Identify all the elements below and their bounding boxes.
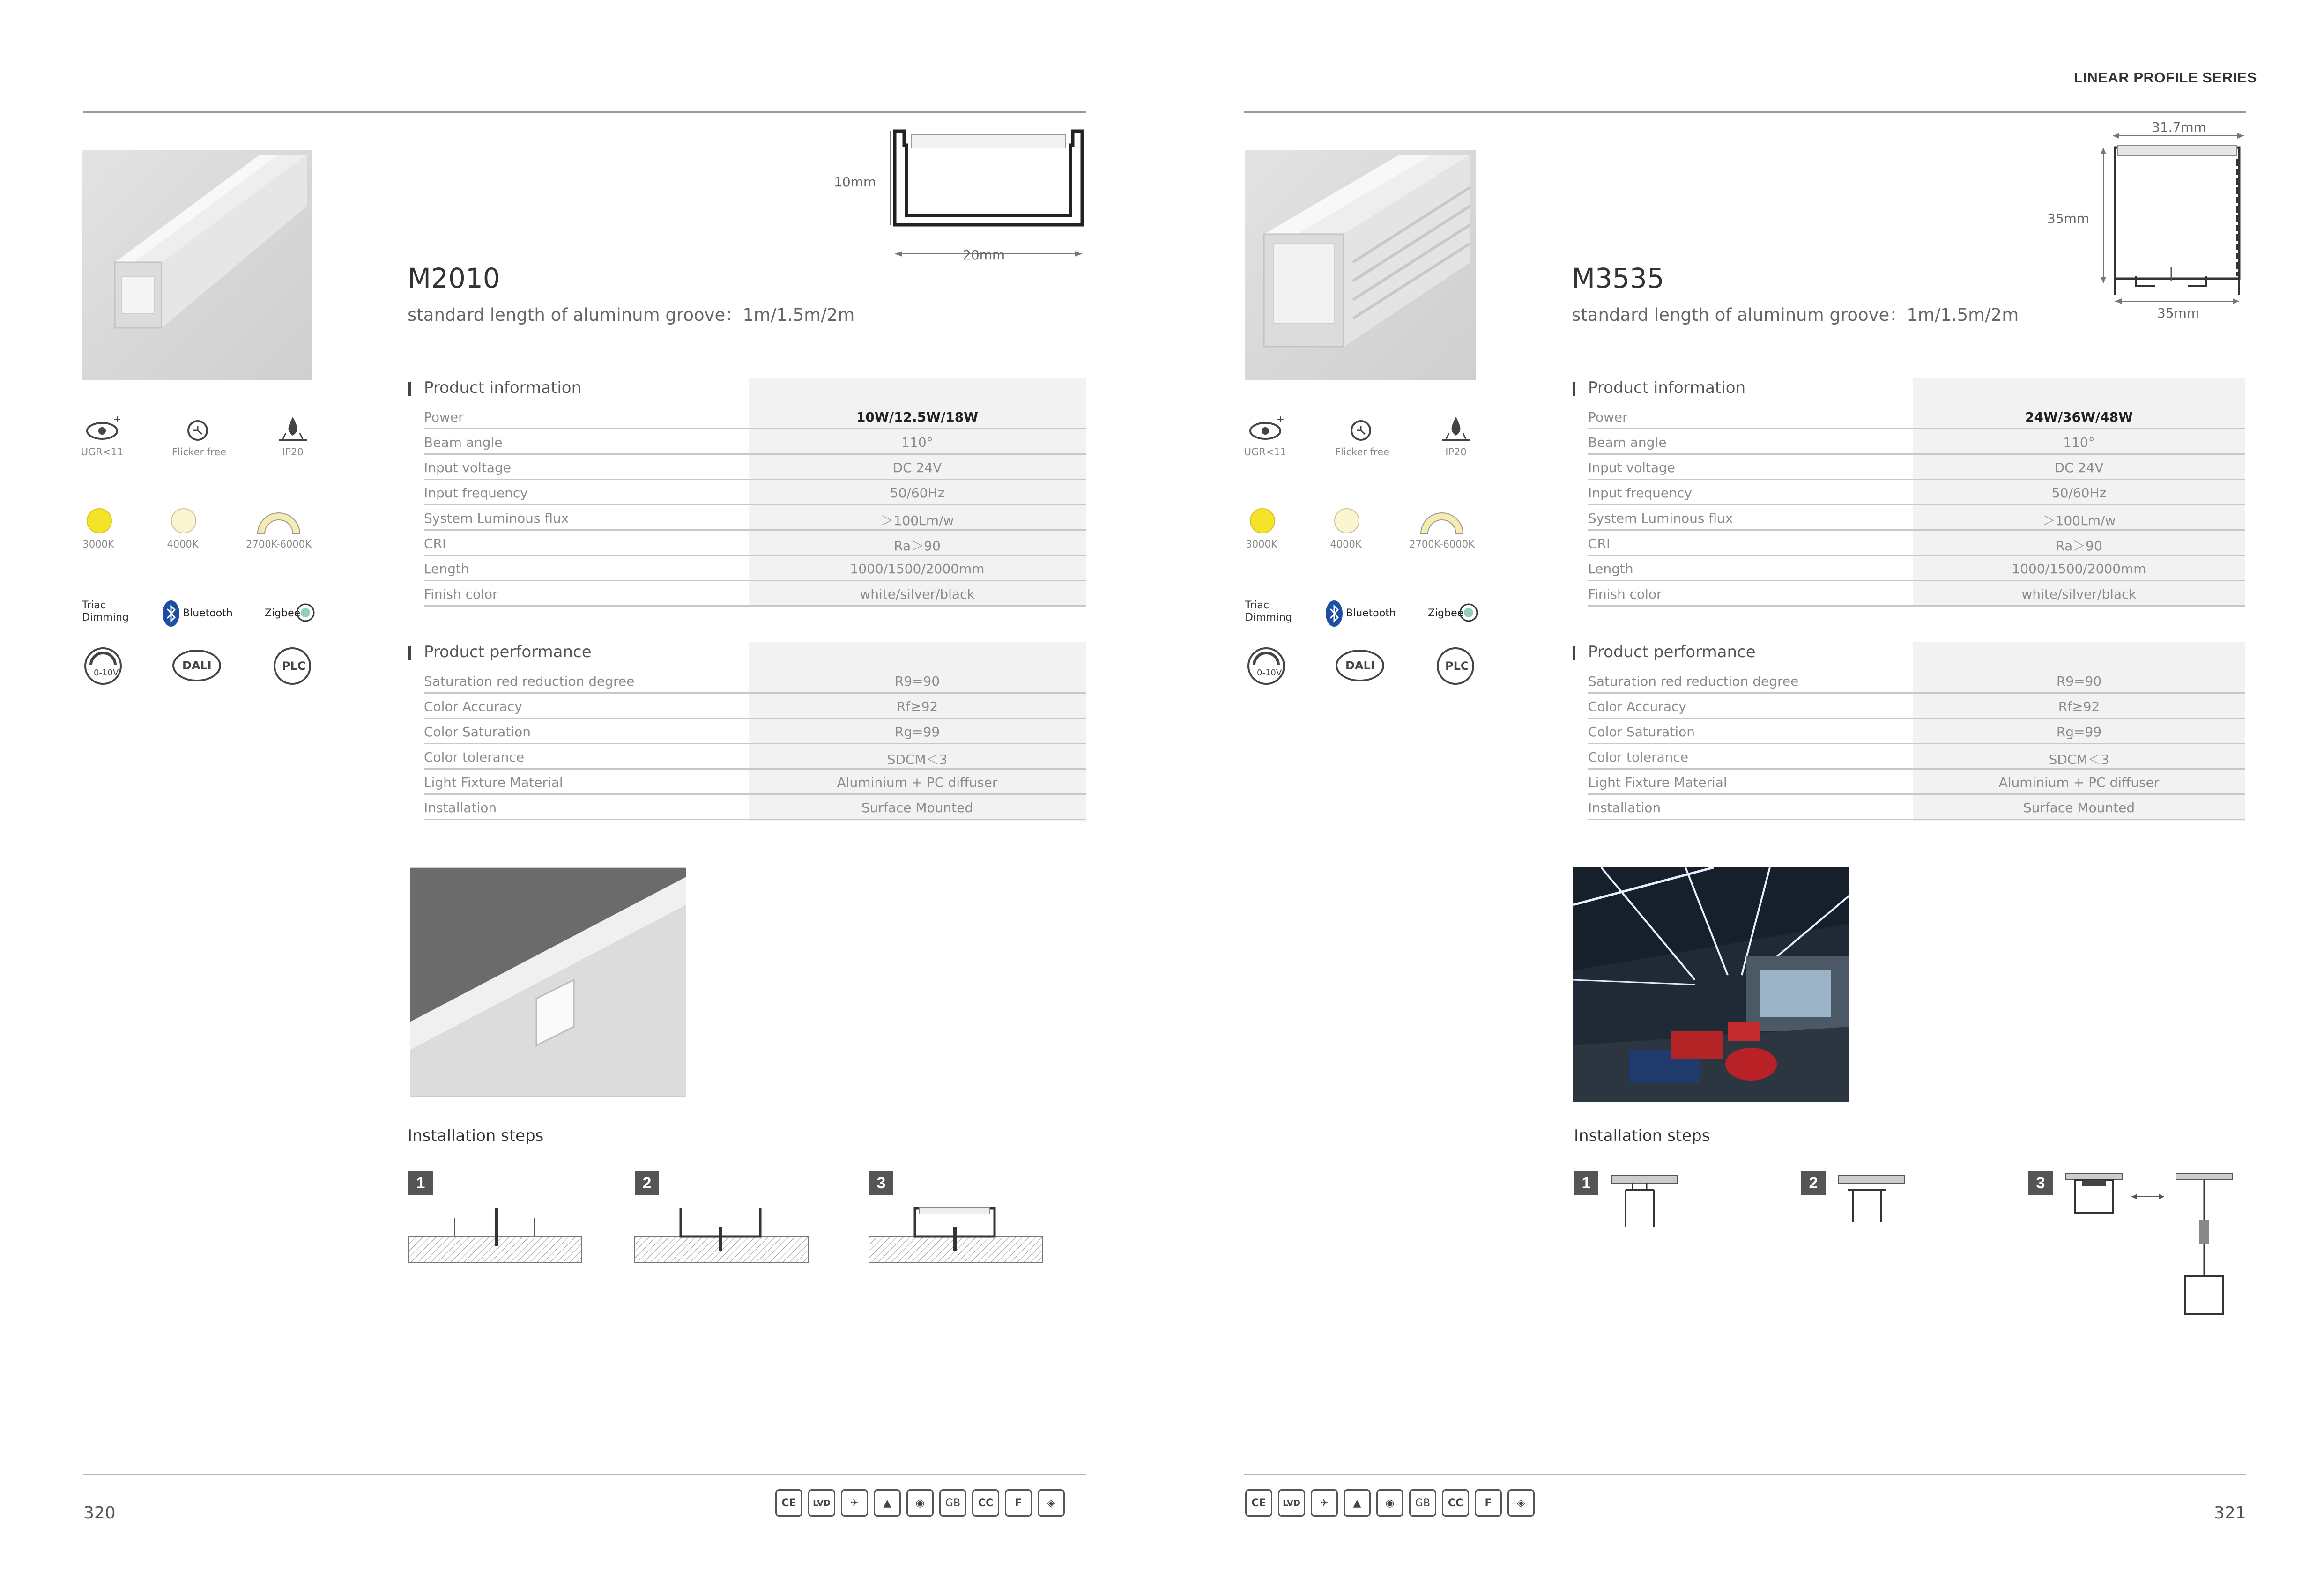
f-mark-icon: F [1005,1489,1032,1517]
table-row: Power 24W/36W/48W [1588,404,2245,429]
flicker-free-icon [1348,418,1374,443]
header-rule-left [83,111,1086,113]
cct-range-label: 2700K-6000K [246,539,312,550]
series-title: LINEAR PROFILE SERIES [2073,69,2257,86]
table-row: Installation Surface Mounted [1588,794,2245,820]
product-info-title: Product information [424,378,582,397]
triac-dimming-label: Triac Dimming [1245,600,1292,623]
eye-icon [1247,416,1285,444]
model-name: M2010 [408,262,500,294]
cct-4000k-label: 4000K [167,539,199,550]
zero-ten-label: 0-10V [1257,668,1282,678]
table-row: Beam angle 110° [1588,429,2245,455]
table-row: Saturation red reduction degree R9=90 [1588,668,2245,694]
cct-range-label: 2700K-6000K [1409,539,1475,550]
certification-row-right [1245,1489,1535,1517]
table-row: Input voltage DC 24V [424,454,1086,480]
section-marker [1573,646,1575,660]
bluetooth-label: Bluetooth [183,607,233,619]
m3535-width-dim: 35mm [2157,305,2200,321]
zigbee-label: Zigbee [265,607,301,619]
standard-length: standard length of aluminum groove：1m/1.5m/2m [1572,305,2019,325]
table-row: Finish color white/silver/black [1588,581,2245,607]
plc-icon [273,646,312,686]
section-marker [408,382,411,396]
table-row: Light Fixture Material Aluminium + PC diffuser [424,769,1086,795]
zero-ten-label: 0-10V [94,668,119,678]
flicker-free-label: Flicker free [171,446,227,458]
certification-row-left [775,1489,1065,1517]
zigbee-icon [295,600,319,626]
saa-icon: ✈ [1311,1489,1338,1517]
ce-icon: CE [1245,1489,1272,1517]
table-row: Length 1000/1500/2000mm [424,555,1086,581]
profile-render-icon [1245,150,1476,380]
etl-icon: ▲ [874,1489,901,1517]
gb-icon: GB [1409,1489,1436,1517]
table-row: Input voltage DC 24V [1588,454,2245,480]
dali-icon [1334,649,1386,682]
ip-rating-label: IP20 [1445,446,1467,458]
table-row: Input frequency 50/60Hz [424,480,1086,505]
pse-icon: ◈ [1507,1489,1535,1517]
table-row: Power 10W/12.5W/18W [424,404,1086,429]
table-row: System Luminous flux ＞100Lm/w [1588,505,2245,531]
neutral-4000k-icon [171,508,196,533]
zigbee-label: Zigbee [1428,607,1464,619]
bluetooth-label: Bluetooth [1346,607,1396,619]
step-badge-1: 1 [408,1171,433,1195]
table-row: Beam angle 110° [424,429,1086,455]
step-badge-1: 1 [1574,1171,1598,1195]
footer-rule-left [83,1474,1086,1475]
ce-icon: CE [775,1489,802,1517]
rohs-icon: ◉ [1376,1489,1403,1517]
step-badge-2: 2 [635,1171,659,1195]
cct-3000k-label: 3000K [1246,539,1277,550]
dali-label: DALI [182,659,212,672]
step3-diffuser-diagram [868,1199,1044,1265]
dali-label: DALI [1345,659,1375,672]
water-drop-icon [1440,415,1472,445]
table-row: CRI Ra＞90 [1588,530,2245,556]
rohs-icon: ◉ [906,1489,934,1517]
performance-title: Product performance [1588,643,1756,661]
product-info-title: Product information [1588,378,1746,397]
page-number: 320 [83,1503,116,1523]
product-photo-m2010 [82,150,312,380]
etl-icon: ▲ [1344,1489,1371,1517]
gb-icon: GB [939,1489,966,1517]
section-marker [408,646,411,660]
table-row: CRI Ra＞90 [424,530,1086,556]
flicker-free-icon [185,418,210,443]
flicker-free-label: Flicker free [1335,446,1390,458]
step-badge-3: 3 [869,1171,893,1195]
table-row: Color Accuracy Rf≥92 [1588,693,2245,719]
bluetooth-icon [1325,600,1344,628]
m2010-width-dim: 20mm [963,247,1005,263]
table-row: Saturation red reduction degree R9=90 [424,668,1086,694]
zigbee-icon [1458,600,1482,626]
neutral-4000k-icon [1334,508,1359,533]
table-row: Installation Surface Mounted [424,794,1086,820]
table-row: Light Fixture Material Aluminium + PC diffuser [1588,769,2245,795]
profile-render-icon [82,150,312,380]
m3535-top-dim: 31.7mm [2152,119,2206,135]
m2010-cross-section-drawing [885,126,1091,267]
cct-range-icon [1416,508,1468,536]
lvd-icon: LVD [808,1489,835,1517]
ccc-icon: CC [1442,1489,1469,1517]
saa-icon: ✈ [841,1489,868,1517]
pse-icon: ◈ [1038,1489,1065,1517]
step2-clip-diagram [1834,1171,1909,1236]
table-row: Input frequency 50/60Hz [1588,480,2245,505]
product-photo-m3535 [1245,150,1476,380]
plc-label: PLC [1445,659,1469,673]
page-number: 321 [2214,1503,2246,1523]
cct-range-icon [253,508,304,536]
application-render-m2010 [410,867,686,1097]
lvd-icon: LVD [1278,1489,1305,1517]
step-badge-2: 2 [1801,1171,1826,1195]
table-row: Color tolerance SDCM＜3 [424,744,1086,770]
triac-dimming-label: Triac Dimming [82,600,129,623]
header-rule-right [1244,111,2246,113]
step3-pendant-diagram [2061,1169,2249,1318]
water-drop-icon [276,415,309,445]
step1-ceiling-mount-diagram [1607,1171,1682,1236]
cct-3000k-label: 3000K [82,539,114,550]
table-row: Color Accuracy Rf≥92 [424,693,1086,719]
m2010-height-dim: 10mm [834,174,876,190]
plc-icon [1436,646,1475,686]
step1-drill-diagram [408,1199,583,1265]
application-photo-m3535 [1573,867,1849,1102]
m3535-cross-section-drawing [2089,122,2258,318]
zero-ten-v-icon [1247,646,1286,686]
ugr-label: UGR<11 [81,446,124,458]
table-row: Color tolerance SDCM＜3 [1588,744,2245,770]
f-mark-icon: F [1475,1489,1502,1517]
step-badge-3: 3 [2028,1171,2053,1195]
cct-4000k-label: 4000K [1330,539,1362,550]
table-row: Color Saturation Rg=99 [424,718,1086,744]
ip-rating-label: IP20 [282,446,304,458]
svg-text:+: + [1277,416,1285,425]
plc-label: PLC [282,659,306,673]
m3535-height-dim: 35mm [2047,211,2090,226]
performance-title: Product performance [424,643,592,661]
standard-length: standard length of aluminum groove：1m/1.5m/2m [408,305,855,325]
svg-text:+: + [113,416,121,425]
ugr-label: UGR<11 [1244,446,1287,458]
table-row: Color Saturation Rg=99 [1588,718,2245,744]
zero-ten-v-icon [83,646,123,686]
footer-rule-right [1244,1474,2246,1475]
warm-3000k-icon [87,508,112,533]
table-row: System Luminous flux ＞100Lm/w [424,505,1086,531]
installation-title: Installation steps [1574,1126,1710,1145]
installation-title: Installation steps [408,1126,544,1145]
table-row: Length 1000/1500/2000mm [1588,555,2245,581]
warm-3000k-icon [1250,508,1275,533]
model-name: M3535 [1572,262,1664,294]
eye-icon [84,416,122,444]
bluetooth-icon [162,600,180,628]
table-row: Finish color white/silver/black [424,581,1086,607]
ccc-icon: CC [972,1489,999,1517]
dali-icon [171,649,223,682]
step2-profile-mount-diagram [634,1199,809,1265]
section-marker [1573,382,1575,396]
